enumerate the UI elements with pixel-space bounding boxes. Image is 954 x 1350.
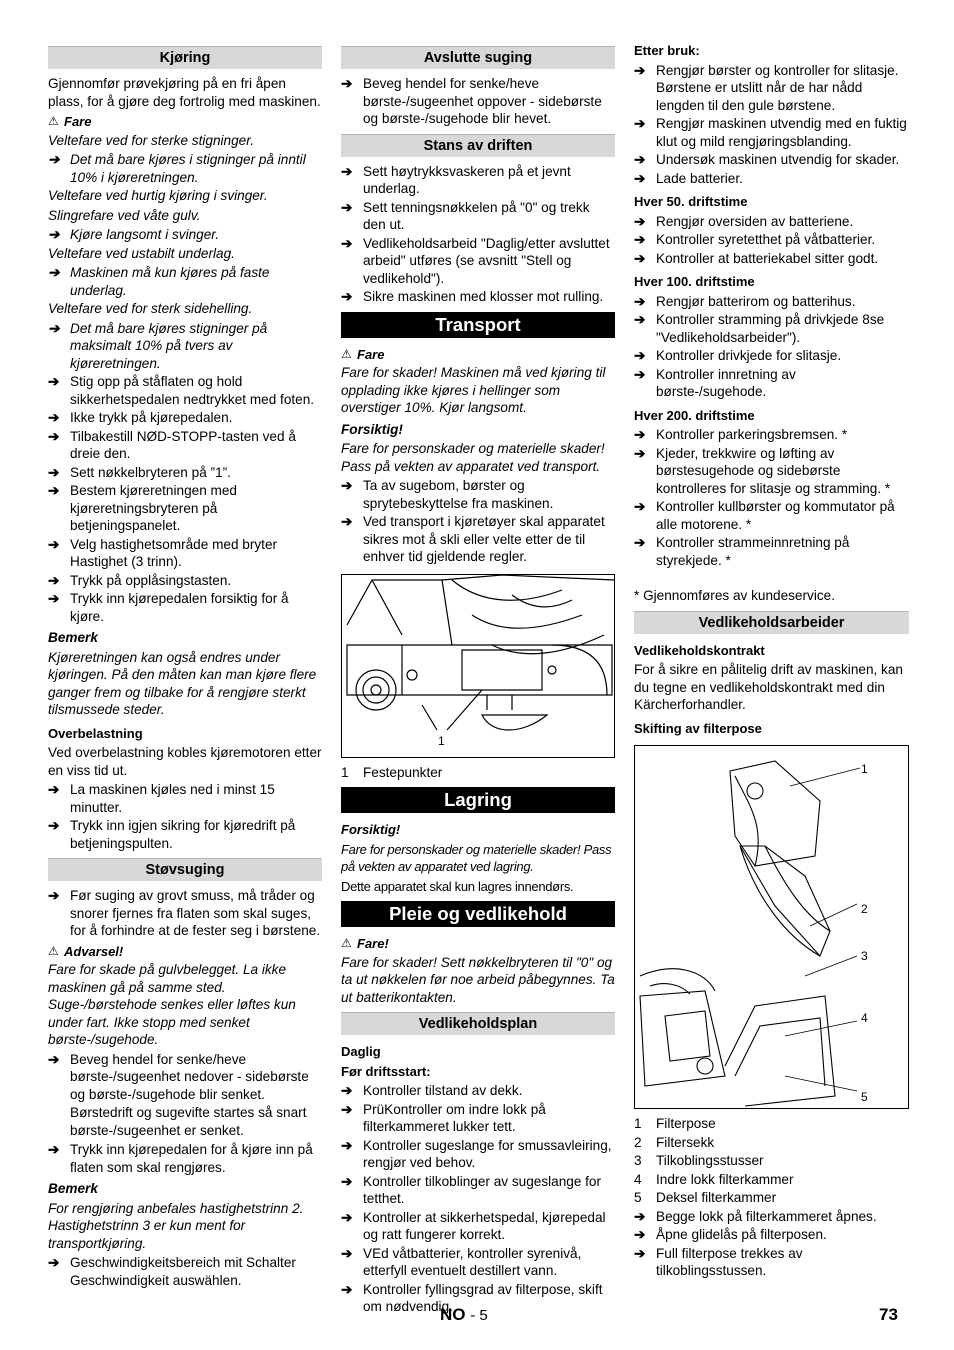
figure-callout: 1 bbox=[438, 733, 445, 748]
warning-label: Fare bbox=[64, 114, 92, 129]
caution-label: Forsiktig! bbox=[341, 421, 403, 437]
list-item bbox=[634, 231, 909, 249]
list-item bbox=[634, 213, 909, 231]
warning-triangle-icon: ⚠ bbox=[341, 346, 352, 361]
list-item-text: Kontroller stramming på drivkjede 8se "Vedlikeholdsarbeider"). bbox=[656, 312, 885, 345]
chapter-heading-pleie-og-vedlikehold: Pleie og vedlikehold bbox=[341, 901, 615, 927]
list-item bbox=[48, 464, 322, 482]
arrow-right-icon: ➔ bbox=[48, 320, 60, 336]
caution-label: Forsiktig! bbox=[341, 822, 401, 837]
list-item bbox=[48, 1051, 322, 1104]
subheading-skifting-av-filterpose: Skifting av filterpose bbox=[634, 720, 762, 736]
arrow-right-icon: ➔ bbox=[634, 213, 646, 229]
arrow-right-icon: ➔ bbox=[48, 591, 60, 606]
warning-label: Fare! bbox=[357, 936, 389, 951]
list-item-text: Sett høytrykksvaskeren på et jevnt underlag. bbox=[363, 163, 571, 196]
list-item-text: Velg hastighetsområde med bryter Hastighet (3 trinn). bbox=[70, 536, 278, 569]
list-item bbox=[634, 366, 909, 401]
list-item bbox=[634, 293, 909, 311]
footer-section-page: - 5 bbox=[470, 1307, 488, 1324]
legend-text: Filterpose bbox=[656, 1116, 716, 1131]
arrow-right-icon: ➔ bbox=[634, 1245, 646, 1261]
subheading-etter-bruk: Etter bruk: bbox=[634, 43, 700, 58]
list-item-text: Kontroller innretning av børste-/sugehode. bbox=[656, 366, 796, 399]
arrow-right-icon: ➔ bbox=[341, 1173, 353, 1189]
warning-fare bbox=[341, 346, 615, 364]
list-item bbox=[634, 62, 909, 115]
subheading-vedlikeholdskontrakt: Vedlikeholdskontrakt bbox=[634, 642, 765, 658]
legend-number: 5 bbox=[634, 1190, 642, 1205]
arrow-right-icon: ➔ bbox=[48, 265, 60, 280]
list-item-text: Trykk på opplåsingstasten. bbox=[70, 572, 232, 588]
arrow-right-icon: ➔ bbox=[341, 1281, 353, 1297]
list-item bbox=[48, 817, 322, 852]
legend-number: 2 bbox=[634, 1134, 642, 1150]
chapter-heading-transport: Transport bbox=[341, 312, 615, 338]
list-item-text: Trykk inn kjørepedalen forsiktig for å kjøre. bbox=[70, 591, 289, 624]
arrow-right-icon: ➔ bbox=[48, 410, 60, 425]
arrow-right-icon: ➔ bbox=[341, 1245, 353, 1261]
list-item-text: Kontroller parkeringsbremsen. * bbox=[656, 427, 848, 442]
list-item-text: Beveg hendel for senke/heve børste-/sugeenhet oppover - sidebørste og børste-/sugehode blir hevet. bbox=[363, 76, 602, 126]
arrow-right-icon: ➔ bbox=[341, 1083, 353, 1098]
arrow-right-icon: ➔ bbox=[48, 1142, 60, 1157]
list-item-continuation: Børstedrift og sugevifte startes så snart børste-/sugeenhet er senket. bbox=[70, 1105, 307, 1138]
list-item-text: Sett tenningsnøkkelen på "0" og trekk den ut. bbox=[363, 199, 590, 232]
caution-text: Fare for personskader og materielle skader! Pass på vekten av apparatet ved lagring. bbox=[341, 841, 612, 874]
footnote: * Gjennomføres av kundeservice. bbox=[634, 588, 835, 603]
filter-bag-figure bbox=[634, 745, 909, 1109]
subheading-for-driftsstart: Før driftsstart: bbox=[341, 1063, 431, 1079]
subheading-hver-50: Hver 50. driftstime bbox=[634, 194, 748, 209]
warning-text: Veltefare ved ustabilt underlag. bbox=[48, 245, 235, 261]
arrow-right-icon: ➔ bbox=[341, 514, 353, 529]
arrow-right-icon: ➔ bbox=[634, 170, 646, 186]
arrow-right-icon: ➔ bbox=[48, 1255, 60, 1270]
arrow-right-icon: ➔ bbox=[341, 163, 353, 179]
list-item-text: Lade batterier. bbox=[656, 170, 743, 186]
arrow-right-icon: ➔ bbox=[341, 1209, 353, 1225]
warning-text: Fare for skader! Maskinen må ved kjøring til opplading ikke kjøres i hellinger som overstiger 10%. Kjør langsomt. bbox=[341, 365, 606, 415]
list-item-text: Kontroller kullbørster og kommutator på alle motorene. * bbox=[656, 499, 895, 532]
list-item-text: Sett nøkkelbryteren på ”1”. bbox=[70, 464, 231, 480]
figure-legend-item bbox=[634, 1189, 909, 1207]
list-item-text: Kontroller at batteriekabel sitter godt. bbox=[656, 250, 879, 266]
arrow-right-icon: ➔ bbox=[634, 312, 646, 327]
arrow-right-icon: ➔ bbox=[634, 1227, 646, 1242]
list-item-text: Kontroller drivkjede for slitasje. bbox=[656, 348, 842, 363]
figure-callout: 4 bbox=[861, 1011, 868, 1025]
warning-triangle-icon: ⚠ bbox=[48, 943, 59, 958]
caution-text: Fare for personskader og materielle skader! Pass på vekten av apparatet ved transport. bbox=[341, 441, 605, 474]
arrow-right-icon: ➔ bbox=[634, 62, 646, 78]
arrow-right-icon: ➔ bbox=[634, 293, 646, 309]
list-item-text: Kjeder, trekkwire og løfting av børstesugehode og sidebørste kontrolleres for slitasje og stramming. * bbox=[656, 445, 891, 496]
list-item-text: Kontroller tilstand av dekk. bbox=[363, 1083, 523, 1098]
list-item bbox=[48, 373, 322, 408]
list-item bbox=[341, 1209, 615, 1244]
arrow-right-icon: ➔ bbox=[48, 888, 60, 903]
list-item-text: Kontroller strammeinnretning på styrekjede. * bbox=[656, 535, 850, 568]
warning-label: Advarsel! bbox=[64, 943, 124, 959]
list-item-text: Kontroller sugeslange for smussavleiring, rengjør ved behov. bbox=[363, 1137, 612, 1170]
arrow-right-icon: ➔ bbox=[341, 478, 353, 493]
list-item bbox=[634, 311, 909, 346]
arrow-right-icon: ➔ bbox=[48, 152, 60, 167]
subheading-hver-200: Hver 200. driftstime bbox=[634, 407, 755, 423]
list-item bbox=[634, 445, 909, 498]
list-item-text: Rengjør batterirom og batterihus. bbox=[656, 293, 856, 309]
list-item bbox=[341, 235, 615, 288]
list-item-text: Maskinen må kun kjøres på faste underlag. bbox=[70, 265, 270, 298]
arrow-right-icon: ➔ bbox=[634, 116, 646, 131]
list-item bbox=[48, 1141, 322, 1176]
list-item bbox=[341, 1137, 615, 1172]
legend-text: Deksel filterkammer bbox=[656, 1190, 777, 1205]
machine-illustration bbox=[342, 575, 614, 757]
arrow-right-icon: ➔ bbox=[48, 818, 60, 833]
chapter-heading-lagring: Lagring bbox=[341, 787, 615, 813]
column-3 bbox=[634, 40, 909, 1281]
warning-label: Fare bbox=[357, 346, 385, 362]
warning-text: Fare for skade på gulvbelegget. La ikke maskinen gå på samme sted. Suge-/børstehode senkes eller løftes kun under fart. Ikke stopp med senket børste-/sugehode. bbox=[48, 962, 296, 1047]
list-item bbox=[341, 163, 615, 198]
list-item-text: Rengjør børster og kontroller for slitasje. Børstene er utslitt når de har nådd lengden til den gule børstene. bbox=[656, 62, 899, 113]
list-item-text: Det må bare kjøres i stigninger på inntil 10% i kjøreretningen. bbox=[70, 152, 306, 185]
paragraph: For å sikre en pålitelig drift av maskinen, kan du tegne en vedlikeholdskontrakt med din Kärcherforhandler. bbox=[634, 662, 903, 712]
note-text: For rengjøring anbefales hastighetstrinn 2. Hastighetstrinn 3 er kun ment for transportkjøring. bbox=[48, 1200, 304, 1251]
figure-callout: 2 bbox=[861, 902, 868, 916]
column-1 bbox=[48, 40, 322, 1290]
paragraph: Dette apparatet skal kun lagres innendørs. bbox=[341, 878, 574, 894]
arrow-right-icon: ➔ bbox=[634, 232, 646, 247]
list-item-text: La maskinen kjøles ned i minst 15 minutter. bbox=[70, 782, 275, 815]
filter-illustration bbox=[635, 746, 908, 1108]
footer-language-page bbox=[440, 1306, 488, 1325]
list-item bbox=[341, 288, 615, 306]
arrow-right-icon: ➔ bbox=[48, 782, 60, 797]
arrow-right-icon: ➔ bbox=[634, 366, 646, 382]
warning-text: Fare for skader! Sett nøkkelbryteren til "0" og ta ut nøkkelen før noe arbeid påbegynnes. Ta ut batterikontakten. bbox=[341, 954, 615, 1005]
list-item bbox=[48, 482, 322, 535]
list-item-text: Kontroller at sikkerhetspedal, kjørepedal og ratt fungerer korrekt. bbox=[363, 1209, 606, 1242]
warning-advarsel bbox=[48, 943, 322, 961]
arrow-right-icon: ➔ bbox=[634, 152, 646, 167]
list-item bbox=[634, 151, 909, 169]
note-text: Kjøreretningen kan også endres under kjøringen. På den måten kan man kjøre flere ganger frem og tilbake for å rengjøre sterkt tilsmussede steder. bbox=[48, 649, 317, 717]
list-item bbox=[48, 320, 322, 373]
list-item bbox=[634, 347, 909, 365]
list-item-text: VEd våtbatterier, kontroller syrenivå, etterfyll eventuelt destillert vann. bbox=[363, 1245, 582, 1278]
list-item bbox=[48, 226, 322, 244]
figure-legend-item bbox=[634, 1152, 909, 1170]
legend-number: 4 bbox=[634, 1171, 642, 1187]
footer-language: NO bbox=[440, 1305, 466, 1324]
arrow-right-icon: ➔ bbox=[341, 76, 353, 91]
arrow-right-icon: ➔ bbox=[48, 428, 60, 444]
warning-text: Veltefare ved for sterke stigninger. bbox=[48, 132, 255, 148]
list-item bbox=[48, 536, 322, 571]
arrow-right-icon: ➔ bbox=[341, 289, 353, 304]
list-item-text: Bestem kjøreretningen med kjøreretningsbryteren på betjeningspanelet. bbox=[70, 483, 237, 533]
legend-text: Indre lokk filterkammer bbox=[656, 1171, 794, 1187]
list-item-text: Stig opp på ståflaten og hold sikkerhetspedalen nedtrykket med foten. bbox=[70, 374, 315, 407]
list-item-text: Ikke trykk på kjørepedalen. bbox=[70, 410, 233, 425]
list-item-text: Rengjør oversiden av batteriene. bbox=[656, 213, 854, 229]
list-item bbox=[634, 498, 909, 533]
list-item-text: Geschwindigkeitsbereich mit Schalter Geschwindigkeit auswählen. bbox=[70, 1255, 296, 1288]
list-item bbox=[341, 1173, 615, 1208]
list-item bbox=[48, 781, 322, 816]
list-item-text: Kjøre langsomt i svinger. bbox=[70, 227, 220, 242]
list-item bbox=[48, 590, 322, 625]
paragraph: Ved overbelastning kobles kjøremotoren etter en viss tid ut. bbox=[48, 745, 322, 778]
column-2 bbox=[341, 40, 615, 1317]
warning-text: Slingrefare ved våte gulv. bbox=[48, 207, 201, 223]
list-item-text: Sikre maskinen med klosser mot rulling. bbox=[363, 289, 604, 304]
list-item-text: Ta av sugebom, børster og sprytebeskyttelse fra maskinen. bbox=[363, 478, 554, 511]
warning-text: Veltefare ved hurtig kjøring i svinger. bbox=[48, 188, 268, 203]
arrow-right-icon: ➔ bbox=[634, 250, 646, 266]
list-item-text: Kontroller syretetthet på våtbatterier. bbox=[656, 232, 876, 247]
list-item bbox=[48, 264, 322, 299]
note-label: Bemerk bbox=[48, 630, 98, 645]
legend-text: Festepunkter bbox=[363, 764, 443, 780]
list-item bbox=[341, 513, 615, 566]
list-item-text: Undersøk maskinen utvendig for skader. bbox=[656, 152, 900, 167]
warning-fare bbox=[341, 935, 615, 953]
list-item-text: Vedlikeholdsarbeid "Daglig/etter avsluttet arbeid" utføres (se avsnitt "Stell og vedlikehold"). bbox=[363, 235, 610, 286]
warning-text: Veltefare ved for sterk sidehelling. bbox=[48, 301, 253, 316]
list-item bbox=[634, 534, 909, 569]
figure-callout: 3 bbox=[861, 949, 868, 963]
arrow-right-icon: ➔ bbox=[48, 464, 60, 480]
list-item-text: Det må bare kjøres stigninger på maksimalt 10% på tvers av kjøreretningen. bbox=[70, 320, 268, 371]
legend-number: 1 bbox=[634, 1116, 642, 1131]
section-heading-avslutte-suging: Avslutte suging bbox=[341, 46, 615, 69]
paragraph: Gjennomfør prøvekjøring på en fri åpen plass, for å gjøre deg fortrolig med maskinen. bbox=[48, 76, 321, 109]
arrow-right-icon: ➔ bbox=[48, 483, 60, 498]
arrow-right-icon: ➔ bbox=[634, 348, 646, 363]
list-item bbox=[341, 1245, 615, 1280]
note-label: Bemerk bbox=[48, 1181, 98, 1196]
section-heading-kjoring: Kjøring bbox=[48, 46, 322, 69]
page-number: 73 bbox=[879, 1305, 898, 1324]
section-heading-stans-av-driften: Stans av driften bbox=[341, 134, 615, 157]
list-item bbox=[634, 1208, 909, 1226]
machine-transport-figure bbox=[341, 574, 615, 758]
figure-legend-item bbox=[634, 1134, 909, 1152]
list-item bbox=[48, 409, 322, 427]
arrow-right-icon: ➔ bbox=[634, 499, 646, 514]
section-heading-vedlikeholdsarbeider: Vedlikeholdsarbeider bbox=[634, 611, 909, 634]
subheading-daglig: Daglig bbox=[341, 1044, 381, 1059]
section-heading-stovsuging: Støvsuging bbox=[48, 858, 322, 881]
arrow-right-icon: ➔ bbox=[48, 227, 60, 242]
list-item bbox=[634, 250, 909, 268]
list-item bbox=[634, 426, 909, 444]
list-item bbox=[341, 199, 615, 234]
arrow-right-icon: ➔ bbox=[48, 572, 60, 588]
legend-number: 3 bbox=[634, 1153, 642, 1168]
list-item bbox=[341, 1082, 615, 1100]
arrow-right-icon: ➔ bbox=[48, 374, 60, 389]
figure-legend-item bbox=[341, 764, 615, 782]
arrow-right-icon: ➔ bbox=[634, 445, 646, 461]
list-item-text: Trykk inn kjørepedalen for å kjøre inn på flaten som skal rengjøres. bbox=[70, 1142, 313, 1175]
list-item bbox=[634, 1245, 909, 1280]
warning-fare bbox=[48, 113, 322, 131]
list-item bbox=[634, 170, 909, 188]
list-item-text: Åpne glidelås på filterposen. bbox=[656, 1227, 827, 1242]
legend-number: 1 bbox=[341, 764, 349, 780]
figure-callout: 5 bbox=[861, 1090, 868, 1104]
figure-legend-item bbox=[634, 1115, 909, 1133]
list-item-text: Trykk inn igjen sikring for kjøredrift på betjeningspulten. bbox=[70, 818, 296, 851]
list-item bbox=[48, 428, 322, 463]
warning-triangle-icon: ⚠ bbox=[48, 114, 59, 128]
list-item-text: Full filterpose trekkes av tilkoblingsstussen. bbox=[656, 1245, 803, 1278]
legend-text: Tilkoblingsstusser bbox=[656, 1153, 764, 1168]
list-item-text: Rengjør maskinen utvendig med en fuktig klut og mild rengjøringsblanding. bbox=[656, 116, 907, 149]
list-item-text: Tilbakestill NØD-STOPP-tasten ved å dreie den. bbox=[70, 428, 296, 461]
arrow-right-icon: ➔ bbox=[634, 427, 646, 442]
arrow-right-icon: ➔ bbox=[341, 1101, 353, 1117]
figure-callout: 1 bbox=[861, 762, 868, 776]
arrow-right-icon: ➔ bbox=[341, 235, 353, 251]
arrow-right-icon: ➔ bbox=[634, 1208, 646, 1224]
arrow-right-icon: ➔ bbox=[341, 199, 353, 215]
list-item-text: Kontroller fyllingsgrad av filterpose, skift om nødvendig. bbox=[363, 1281, 603, 1314]
list-item bbox=[634, 1226, 909, 1244]
list-item bbox=[341, 1101, 615, 1136]
list-item bbox=[48, 887, 322, 940]
subheading-overbelastning: Overbelastning bbox=[48, 725, 143, 741]
list-item bbox=[48, 151, 322, 186]
list-item bbox=[341, 75, 615, 128]
list-item bbox=[48, 1254, 322, 1289]
arrow-right-icon: ➔ bbox=[634, 535, 646, 550]
subheading-hver-100: Hver 100. driftstime bbox=[634, 274, 755, 289]
list-item-text: Kontroller tilkoblinger av sugeslange for tetthet. bbox=[363, 1173, 602, 1206]
list-item-text: Ved transport i kjøretøyer skal apparatet sikres mot å skli eller velte etter de til enhver tid gjeldende regler. bbox=[363, 514, 605, 564]
arrow-right-icon: ➔ bbox=[341, 1137, 353, 1153]
section-heading-vedlikeholdsplan: Vedlikeholdsplan bbox=[341, 1012, 615, 1035]
list-item bbox=[341, 477, 615, 512]
list-item-text: Før suging av grovt smuss, må tråder og snorer fjernes fra flaten som skal suges, for å forhindre at de fester seg i børstene. bbox=[70, 888, 321, 938]
list-item-text: Beveg hendel for senke/heve børste-/sugeenhet nedover - sidebørste og børste-/sugehode blir senket. bbox=[70, 1051, 309, 1102]
list-item bbox=[634, 115, 909, 150]
warning-triangle-icon: ⚠ bbox=[341, 936, 352, 950]
list-item-text: PrüKontroller om indre lokk på filterkammeret lukker tett. bbox=[363, 1101, 546, 1134]
arrow-right-icon: ➔ bbox=[48, 536, 60, 552]
legend-text: Filtersekk bbox=[656, 1134, 715, 1150]
list-item bbox=[48, 572, 322, 590]
figure-legend-item bbox=[634, 1171, 909, 1189]
arrow-right-icon: ➔ bbox=[48, 1051, 60, 1067]
list-item-text: Begge lokk på filterkammeret åpnes. bbox=[656, 1208, 877, 1224]
